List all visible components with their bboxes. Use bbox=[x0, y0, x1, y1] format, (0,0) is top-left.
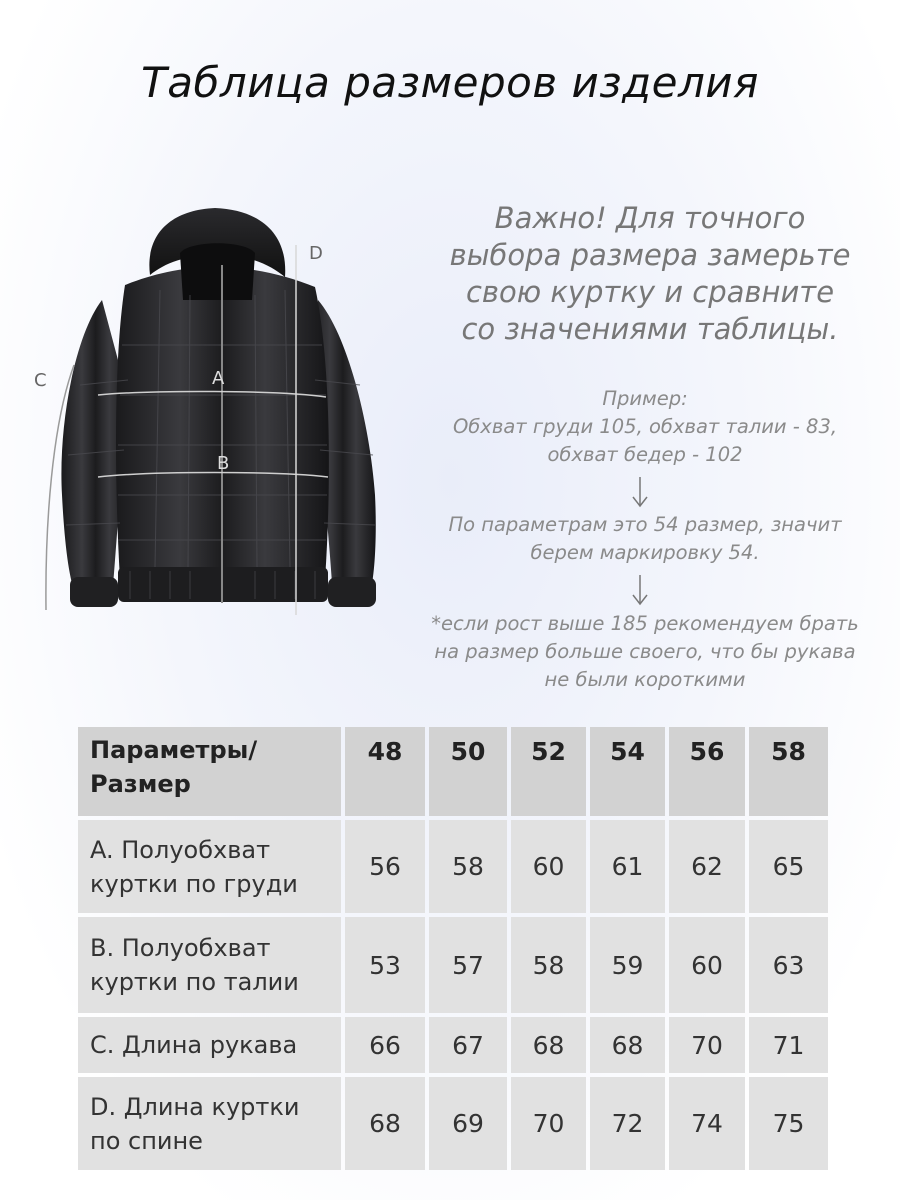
cell-line: D. Длина куртки bbox=[90, 1092, 300, 1121]
cell-line: куртки по талии bbox=[90, 968, 299, 996]
row-value-cell: 69 bbox=[429, 1077, 507, 1170]
important-note bbox=[410, 200, 890, 348]
page-title: Таблица размеров изделия bbox=[141, 58, 759, 107]
row-value-cell: 53 bbox=[345, 917, 425, 1013]
header-size-cell: 48 bbox=[345, 727, 425, 816]
row-value-cell: 58 bbox=[429, 820, 507, 913]
row-value-cell: 71 bbox=[749, 1017, 828, 1073]
row-value-cell: 67 bbox=[429, 1017, 507, 1073]
example-block bbox=[400, 385, 890, 469]
result-block bbox=[395, 511, 895, 567]
note-line: на размер больше своего, что бы рукава bbox=[434, 640, 856, 663]
cell-text bbox=[90, 1028, 297, 1062]
arrow-down-icon bbox=[630, 573, 650, 607]
cell-text bbox=[90, 833, 298, 901]
row-value-cell: 57 bbox=[429, 917, 507, 1013]
example-line: Пример: bbox=[602, 387, 688, 410]
cell-line: куртки по груди bbox=[90, 869, 298, 898]
example-line: обхват бедер - 102 bbox=[547, 443, 743, 466]
row-value-cell: 65 bbox=[749, 820, 828, 913]
cell-text bbox=[90, 733, 257, 801]
row-value-cell: 59 bbox=[590, 917, 665, 1013]
jacket-illustration bbox=[30, 205, 410, 625]
row-value-cell: 68 bbox=[590, 1017, 665, 1073]
cell-line: Размер bbox=[90, 770, 191, 798]
row-value-cell: 62 bbox=[669, 820, 745, 913]
label-d: D bbox=[309, 243, 323, 264]
row-value-cell: 66 bbox=[345, 1017, 425, 1073]
cell-line: A. Полуобхват bbox=[90, 835, 271, 864]
example-line: Обхват груди 105, обхват талии - 83, bbox=[452, 415, 838, 438]
cell-text bbox=[90, 931, 299, 999]
cell-line: по спине bbox=[90, 1126, 203, 1155]
header-size-cell: 52 bbox=[511, 727, 586, 816]
row-label-cell bbox=[78, 1017, 341, 1073]
height-note bbox=[395, 610, 895, 694]
row-value-cell: 72 bbox=[590, 1077, 665, 1170]
cell-line: B. Полуобхват bbox=[90, 934, 271, 962]
label-c: C bbox=[34, 370, 47, 391]
row-value-cell: 58 bbox=[511, 917, 586, 1013]
row-value-cell: 56 bbox=[345, 820, 425, 913]
row-value-cell: 60 bbox=[669, 917, 745, 1013]
row-value-cell: 70 bbox=[669, 1017, 745, 1073]
cell-text bbox=[90, 1090, 299, 1158]
important-line: Важно! Для точного bbox=[494, 201, 806, 235]
row-value-cell: 68 bbox=[345, 1077, 425, 1170]
result-line: берем маркировку 54. bbox=[530, 541, 760, 564]
jacket-image bbox=[30, 205, 410, 625]
cell-line: Параметры/ bbox=[90, 736, 258, 764]
row-label-cell bbox=[78, 917, 341, 1013]
note-line: не были короткими bbox=[544, 668, 746, 691]
cell-line: C. Длина рукава bbox=[90, 1031, 298, 1059]
important-line: свою куртку и сравните bbox=[465, 275, 835, 309]
row-value-cell: 75 bbox=[749, 1077, 828, 1170]
header-size-cell: 54 bbox=[590, 727, 665, 816]
header-size-cell: 56 bbox=[669, 727, 745, 816]
result-line: По параметрам это 54 размер, значит bbox=[448, 513, 842, 536]
size-table bbox=[78, 727, 828, 1170]
important-line: со значениями таблицы. bbox=[461, 312, 839, 346]
row-value-cell: 68 bbox=[511, 1017, 586, 1073]
note-line: *если рост выше 185 рекомендуем брать bbox=[431, 612, 859, 635]
row-value-cell: 61 bbox=[590, 820, 665, 913]
row-value-cell: 63 bbox=[749, 917, 828, 1013]
row-label-cell bbox=[78, 1077, 341, 1170]
header-param-cell bbox=[78, 727, 341, 816]
label-b: B bbox=[217, 453, 230, 474]
row-value-cell: 70 bbox=[511, 1077, 586, 1170]
arrow-down-icon bbox=[630, 475, 650, 509]
label-a: A bbox=[212, 368, 225, 389]
header-size-cell: 50 bbox=[429, 727, 507, 816]
header-size-cell: 58 bbox=[749, 727, 828, 816]
row-value-cell: 74 bbox=[669, 1077, 745, 1170]
row-label-cell bbox=[78, 820, 341, 913]
important-line: выбора размера замерьте bbox=[449, 238, 851, 272]
row-value-cell: 60 bbox=[511, 820, 586, 913]
